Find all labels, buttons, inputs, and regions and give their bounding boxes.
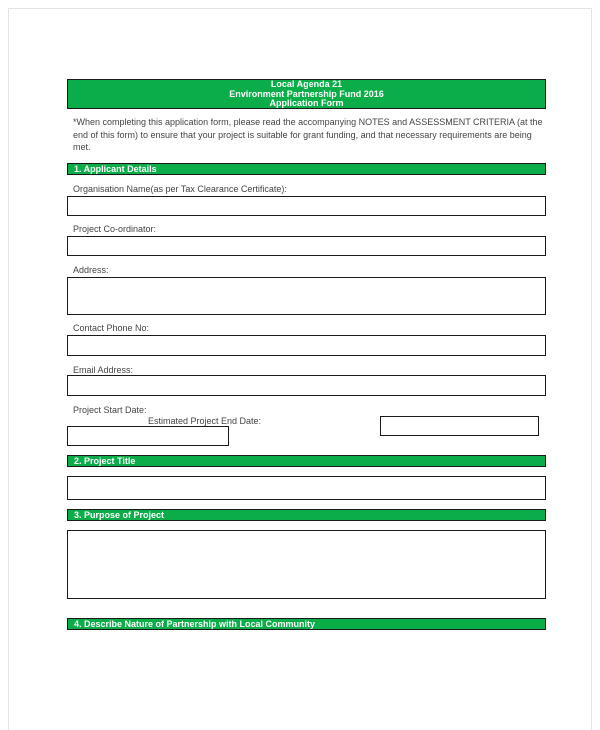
phone-input[interactable] — [67, 335, 546, 356]
section-applicant-details: 1. Applicant Details — [67, 163, 546, 175]
form-header — [67, 79, 546, 109]
intro-text: *When completing this application form, please read the accompanying NOTES and ASSESSMENT CRITERIA (at the end of this form) to ensure that your project is suitable for grant funding, and that necessary requirements are being met. — [73, 117, 543, 152]
end-date-label: Estimated Project End Date: — [148, 416, 262, 426]
header-line-3: Application Form — [269, 98, 344, 108]
coordinator-input[interactable] — [67, 236, 546, 256]
org-name-label: Organisation Name(as per Tax Clearance Certificate): — [73, 184, 287, 194]
section-partnership: 4. Describe Nature of Partnership with Local Community — [67, 618, 546, 630]
end-date-input[interactable] — [380, 416, 539, 436]
purpose-input[interactable] — [67, 530, 546, 599]
coordinator-label: Project Co-ordinator: — [73, 224, 157, 234]
address-input[interactable] — [67, 277, 546, 315]
address-label: Address: — [73, 265, 109, 275]
org-name-input[interactable] — [67, 196, 546, 216]
project-title-input[interactable] — [67, 476, 546, 500]
email-label: Email Address: — [73, 365, 134, 375]
start-date-input[interactable] — [67, 426, 229, 446]
header-line-1: Local Agenda 21 — [270, 79, 343, 89]
start-date-label: Project Start Date: — [73, 405, 147, 415]
section-purpose: 3. Purpose of Project — [67, 509, 546, 521]
phone-label: Contact Phone No: — [73, 323, 150, 333]
section-project-title: 2. Project Title — [67, 455, 546, 467]
header-line-2: Environment Partnership Fund 2016 — [229, 88, 384, 99]
email-input[interactable] — [67, 375, 546, 396]
